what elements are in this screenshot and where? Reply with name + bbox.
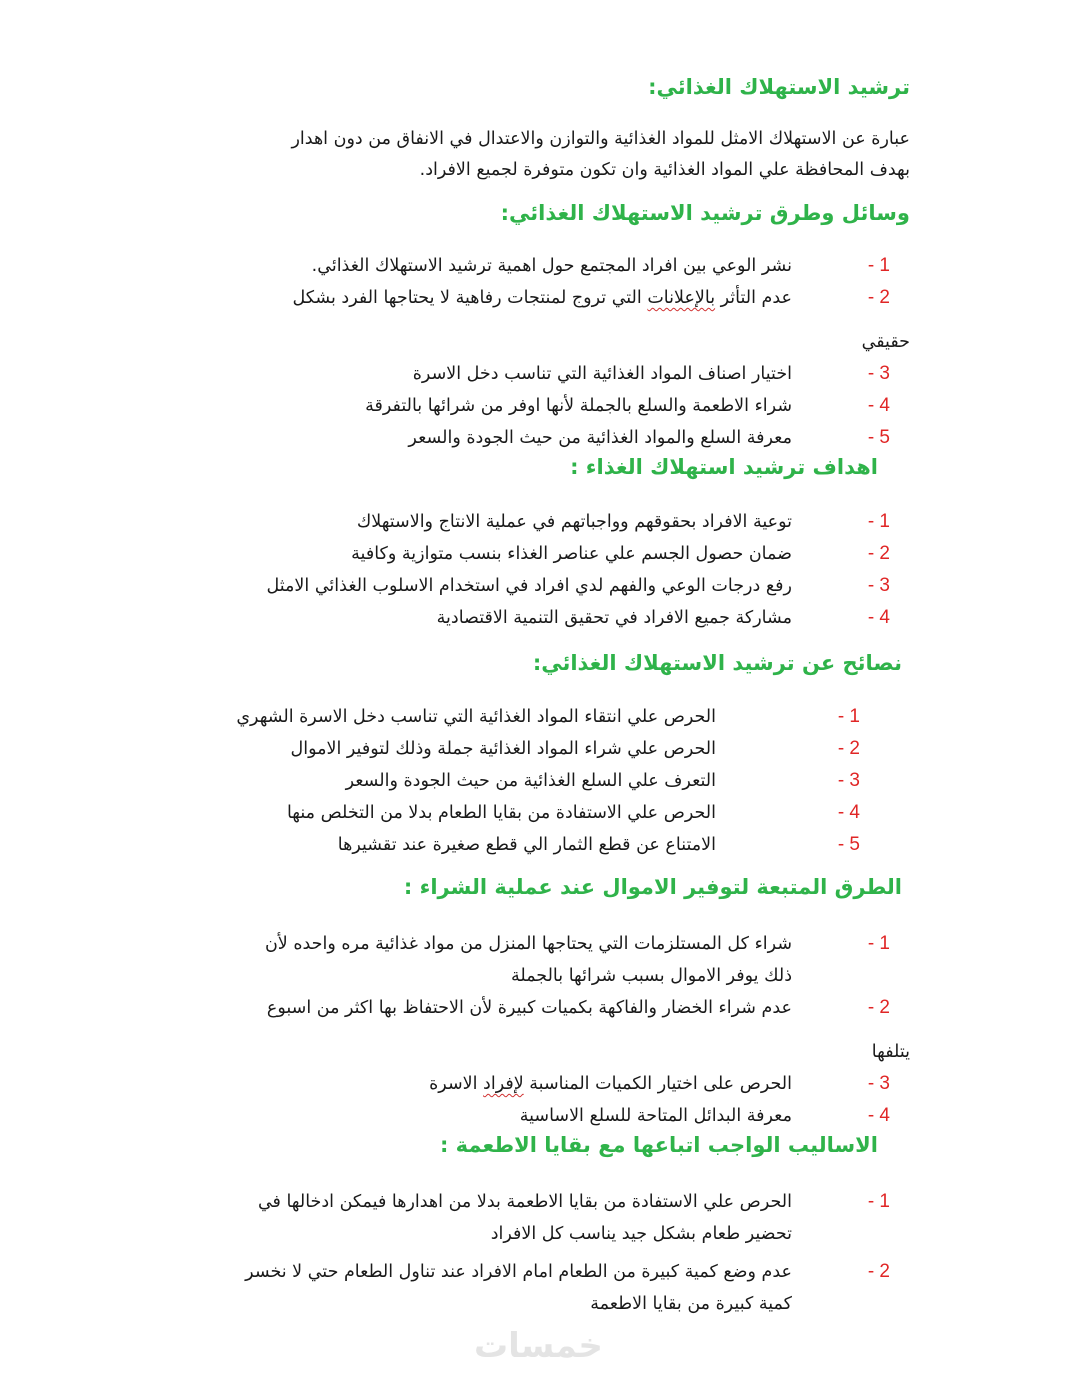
section-leftovers	[170, 1130, 910, 1160]
heading-tips: نصائح عن ترشيد الاستهلاك الغذائي:	[532, 651, 902, 675]
spellcheck-word: لإفراد	[483, 1074, 524, 1094]
item-number: 1	[849, 706, 860, 727]
list-item: 2 - عدم وضع كمية كبيرة من الطعام امام الافراد عند تناول الطعام حتي لا نخسر كمية كبيرة من بقايا الاطعمة	[170, 1256, 910, 1320]
heading-saving-money: الطرق المتبعة لتوفير الاموال عند عملية الشراء :	[403, 875, 902, 899]
item-text: مشاركة جميع الافراد في تحقيق التنمية الاقتصادية	[436, 608, 792, 628]
item-text: عدم شراء الخضار والفاكهة بكميات كبيرة لأن الاحتفاظ بها اكثر من اسبوع	[266, 998, 792, 1018]
list-item: 1 - الحرص علي الاستفادة من بقايا الاطعمة بدلا من اهدارها فيمكن ادخالها في تحضير طعام بشكل جيد يناسب كل الافراد	[170, 1186, 910, 1250]
heading-goals: اهداف ترشيد استهلاك الغذاء :	[570, 455, 878, 479]
goals-list	[170, 506, 910, 634]
section-tips	[170, 648, 910, 678]
item-number: 2	[879, 997, 890, 1018]
list-item: 1 - الحرص علي انتقاء المواد الغذائية التي تناسب دخل الاسرة الشهري	[170, 701, 880, 733]
item-number: 4	[849, 802, 860, 823]
item-text: التعرف علي السلع الغذائية من حيث الجودة والسعر	[345, 771, 716, 791]
item-text: شراء الاطعمة والسلع بالجملة لأنها اوفر من شرائها بالتفرقة	[365, 396, 792, 416]
list-item: 2 - الحرص علي شراء المواد الغذائية جملة وذلك لتوفير الاموال	[170, 733, 880, 765]
item-text: شراء كل المستلزمات التي يحتاجها المنزل من مواد غذائية مره واحده لأن	[264, 934, 792, 954]
list-item: 4 - مشاركة جميع الافراد في تحقيق التنمية الاقتصادية	[170, 602, 910, 634]
item-text-continued: يتلفها	[871, 1042, 910, 1062]
item-text: الامتناع عن قطع الثمار الي قطع صغيرة عند تقشيرها	[337, 835, 716, 855]
item-text-continued: تحضير طعام بشكل جيد يناسب كل الافراد	[490, 1224, 792, 1244]
item-text: التي تروج لمنتجات رفاهية لا يحتاجها الفرد بشكل	[292, 288, 648, 308]
list-item: 2 - عدم شراء الخضار والفاكهة بكميات كبيرة لأن الاحتفاظ بها اكثر من اسبوع يتلفها	[170, 992, 910, 1068]
item-number: 2	[849, 738, 860, 759]
list-item: 4 - معرفة البدائل المتاحة للسلع الاساسية	[170, 1100, 910, 1132]
list-item: 1 - نشر الوعي بين افراد المجتمع حول اهمية ترشيد الاستهلاك الغذائي.	[170, 250, 910, 282]
paragraph-line: عبارة عن الاستهلاك الامثل للمواد الغذائية والتوازن والاعتدال في الانفاق من دون اهدار	[291, 129, 910, 149]
section-goals	[170, 452, 910, 482]
item-text-continued: حقيقي	[861, 332, 910, 352]
item-text: الحرص علي شراء المواد الغذائية جملة وذلك لتوفير الاموال	[290, 739, 716, 759]
item-number: 5	[879, 427, 890, 448]
list-item: 4 - شراء الاطعمة والسلع بالجملة لأنها اوفر من شرائها بالتفرقة	[170, 390, 910, 422]
item-number: 4	[879, 395, 890, 416]
item-text: معرفة السلع والمواد الغذائية من حيث الجودة والسعر	[408, 428, 792, 448]
item-text: عدم وضع كمية كبيرة من الطعام امام الافراد عند تناول الطعام حتي لا نخسر	[245, 1262, 792, 1282]
item-text: اختيار اصناف المواد الغذائية التي تناسب دخل الاسرة	[412, 364, 792, 384]
definition-paragraph	[170, 118, 910, 186]
list-item: 1 - توعية الافراد بحقوقهم وواجباتهم في عملية الانتاج والاستهلاك	[170, 506, 910, 538]
item-number: 2	[879, 287, 890, 308]
item-number: 2	[879, 1261, 890, 1282]
item-text-continued: ذلك يوفر الاموال بسبب شرائها بالجملة	[511, 966, 792, 986]
item-text: نشر الوعي بين افراد المجتمع حول اهمية ترشيد الاستهلاك الغذائي.	[311, 256, 792, 276]
list-item: 3 - الحرص على اختيار الكميات المناسبة لإفراد الاسرة	[429, 1073, 890, 1094]
list-item: 2 - عدم التأثر بالإعلانات التي تروج لمنتجات رفاهية لا يحتاجها الفرد بشكل حقيقي	[170, 282, 910, 358]
heading-leftovers: الاساليب الواجب اتباعها مع بقايا الاطعمة :	[439, 1133, 878, 1157]
item-text: الاسرة	[429, 1074, 484, 1094]
item-number: 1	[879, 933, 890, 954]
list-item: 5 - معرفة السلع والمواد الغذائية من حيث الجودة والسعر	[170, 422, 910, 454]
item-text: الحرص علي انتقاء المواد الغذائية التي تناسب دخل الاسرة الشهري	[236, 707, 716, 727]
item-number: 1	[879, 255, 890, 276]
item-text: الحرص علي الاستفادة من بقايا الطعام بدلا من التخلص منها	[286, 803, 716, 823]
list-item: 3 - اختيار اصناف المواد الغذائية التي تناسب دخل الاسرة	[170, 358, 910, 390]
list-item: 3 - التعرف علي السلع الغذائية من حيث الجودة والسعر	[170, 765, 880, 797]
item-text: الحرص على اختيار الكميات المناسبة	[523, 1074, 792, 1094]
item-number: 3	[849, 770, 860, 791]
item-number: 2	[879, 543, 890, 564]
heading-methods: وسائل وطرق ترشيد الاستهلاك الغذائي:	[500, 201, 910, 225]
section-methods	[170, 198, 910, 228]
item-number: 3	[879, 575, 890, 596]
item-number: 1	[879, 1191, 890, 1212]
item-text: الحرص علي الاستفادة من بقايا الاطعمة بدلا من اهدارها فيمكن ادخالها في	[257, 1192, 792, 1212]
list-item: 3 - رفع درجات الوعي والفهم لدي افراد في استخدام الاسلوب الغذائي الامثل	[170, 570, 910, 602]
item-text-continued: كمية كبيرة من بقايا الاطعمة	[590, 1294, 792, 1314]
item-number: 1	[879, 511, 890, 532]
section-saving-money	[170, 872, 910, 902]
item-text: عدم التأثر	[715, 288, 792, 308]
tips-list	[170, 701, 880, 861]
item-number: 4	[879, 1105, 890, 1126]
item-number: 5	[849, 834, 860, 855]
methods-list	[170, 250, 910, 454]
leftovers-list	[170, 1186, 910, 1320]
watermark-logo: خمسات	[474, 1326, 603, 1366]
paragraph-line: بهدف المحافظة علي المواد الغذائية وان تكون متوفرة لجميع الافراد.	[419, 160, 910, 180]
list-item: 1 - شراء كل المستلزمات التي يحتاجها المنزل من مواد غذائية مره واحده لأن ذلك يوفر الاموال بسبب شرائها بالجملة	[170, 928, 910, 992]
item-number: 3	[879, 1073, 890, 1094]
saving-list	[170, 928, 910, 1132]
spellcheck-word: بالإعلانات	[647, 288, 716, 308]
section-rationalization	[170, 72, 910, 102]
item-number: 3	[879, 363, 890, 384]
heading-food-consumption-rationalization: ترشيد الاستهلاك الغذائي:	[648, 75, 910, 99]
list-item: 4 - الحرص علي الاستفادة من بقايا الطعام بدلا من التخلص منها	[170, 797, 880, 829]
item-text: رفع درجات الوعي والفهم لدي افراد في استخدام الاسلوب الغذائي الامثل	[266, 576, 792, 596]
item-number: 4	[879, 607, 890, 628]
list-item: 5 - الامتناع عن قطع الثمار الي قطع صغيرة عند تقشيرها	[170, 829, 880, 861]
list-item: 2 - ضمان حصول الجسم علي عناصر الغذاء بنسب متوازية وكافية	[170, 538, 910, 570]
item-text: معرفة البدائل المتاحة للسلع الاساسية	[519, 1106, 792, 1126]
item-text: توعية الافراد بحقوقهم وواجباتهم في عملية الانتاج والاستهلاك	[356, 512, 792, 532]
item-text: ضمان حصول الجسم علي عناصر الغذاء بنسب متوازية وكافية	[351, 544, 792, 564]
